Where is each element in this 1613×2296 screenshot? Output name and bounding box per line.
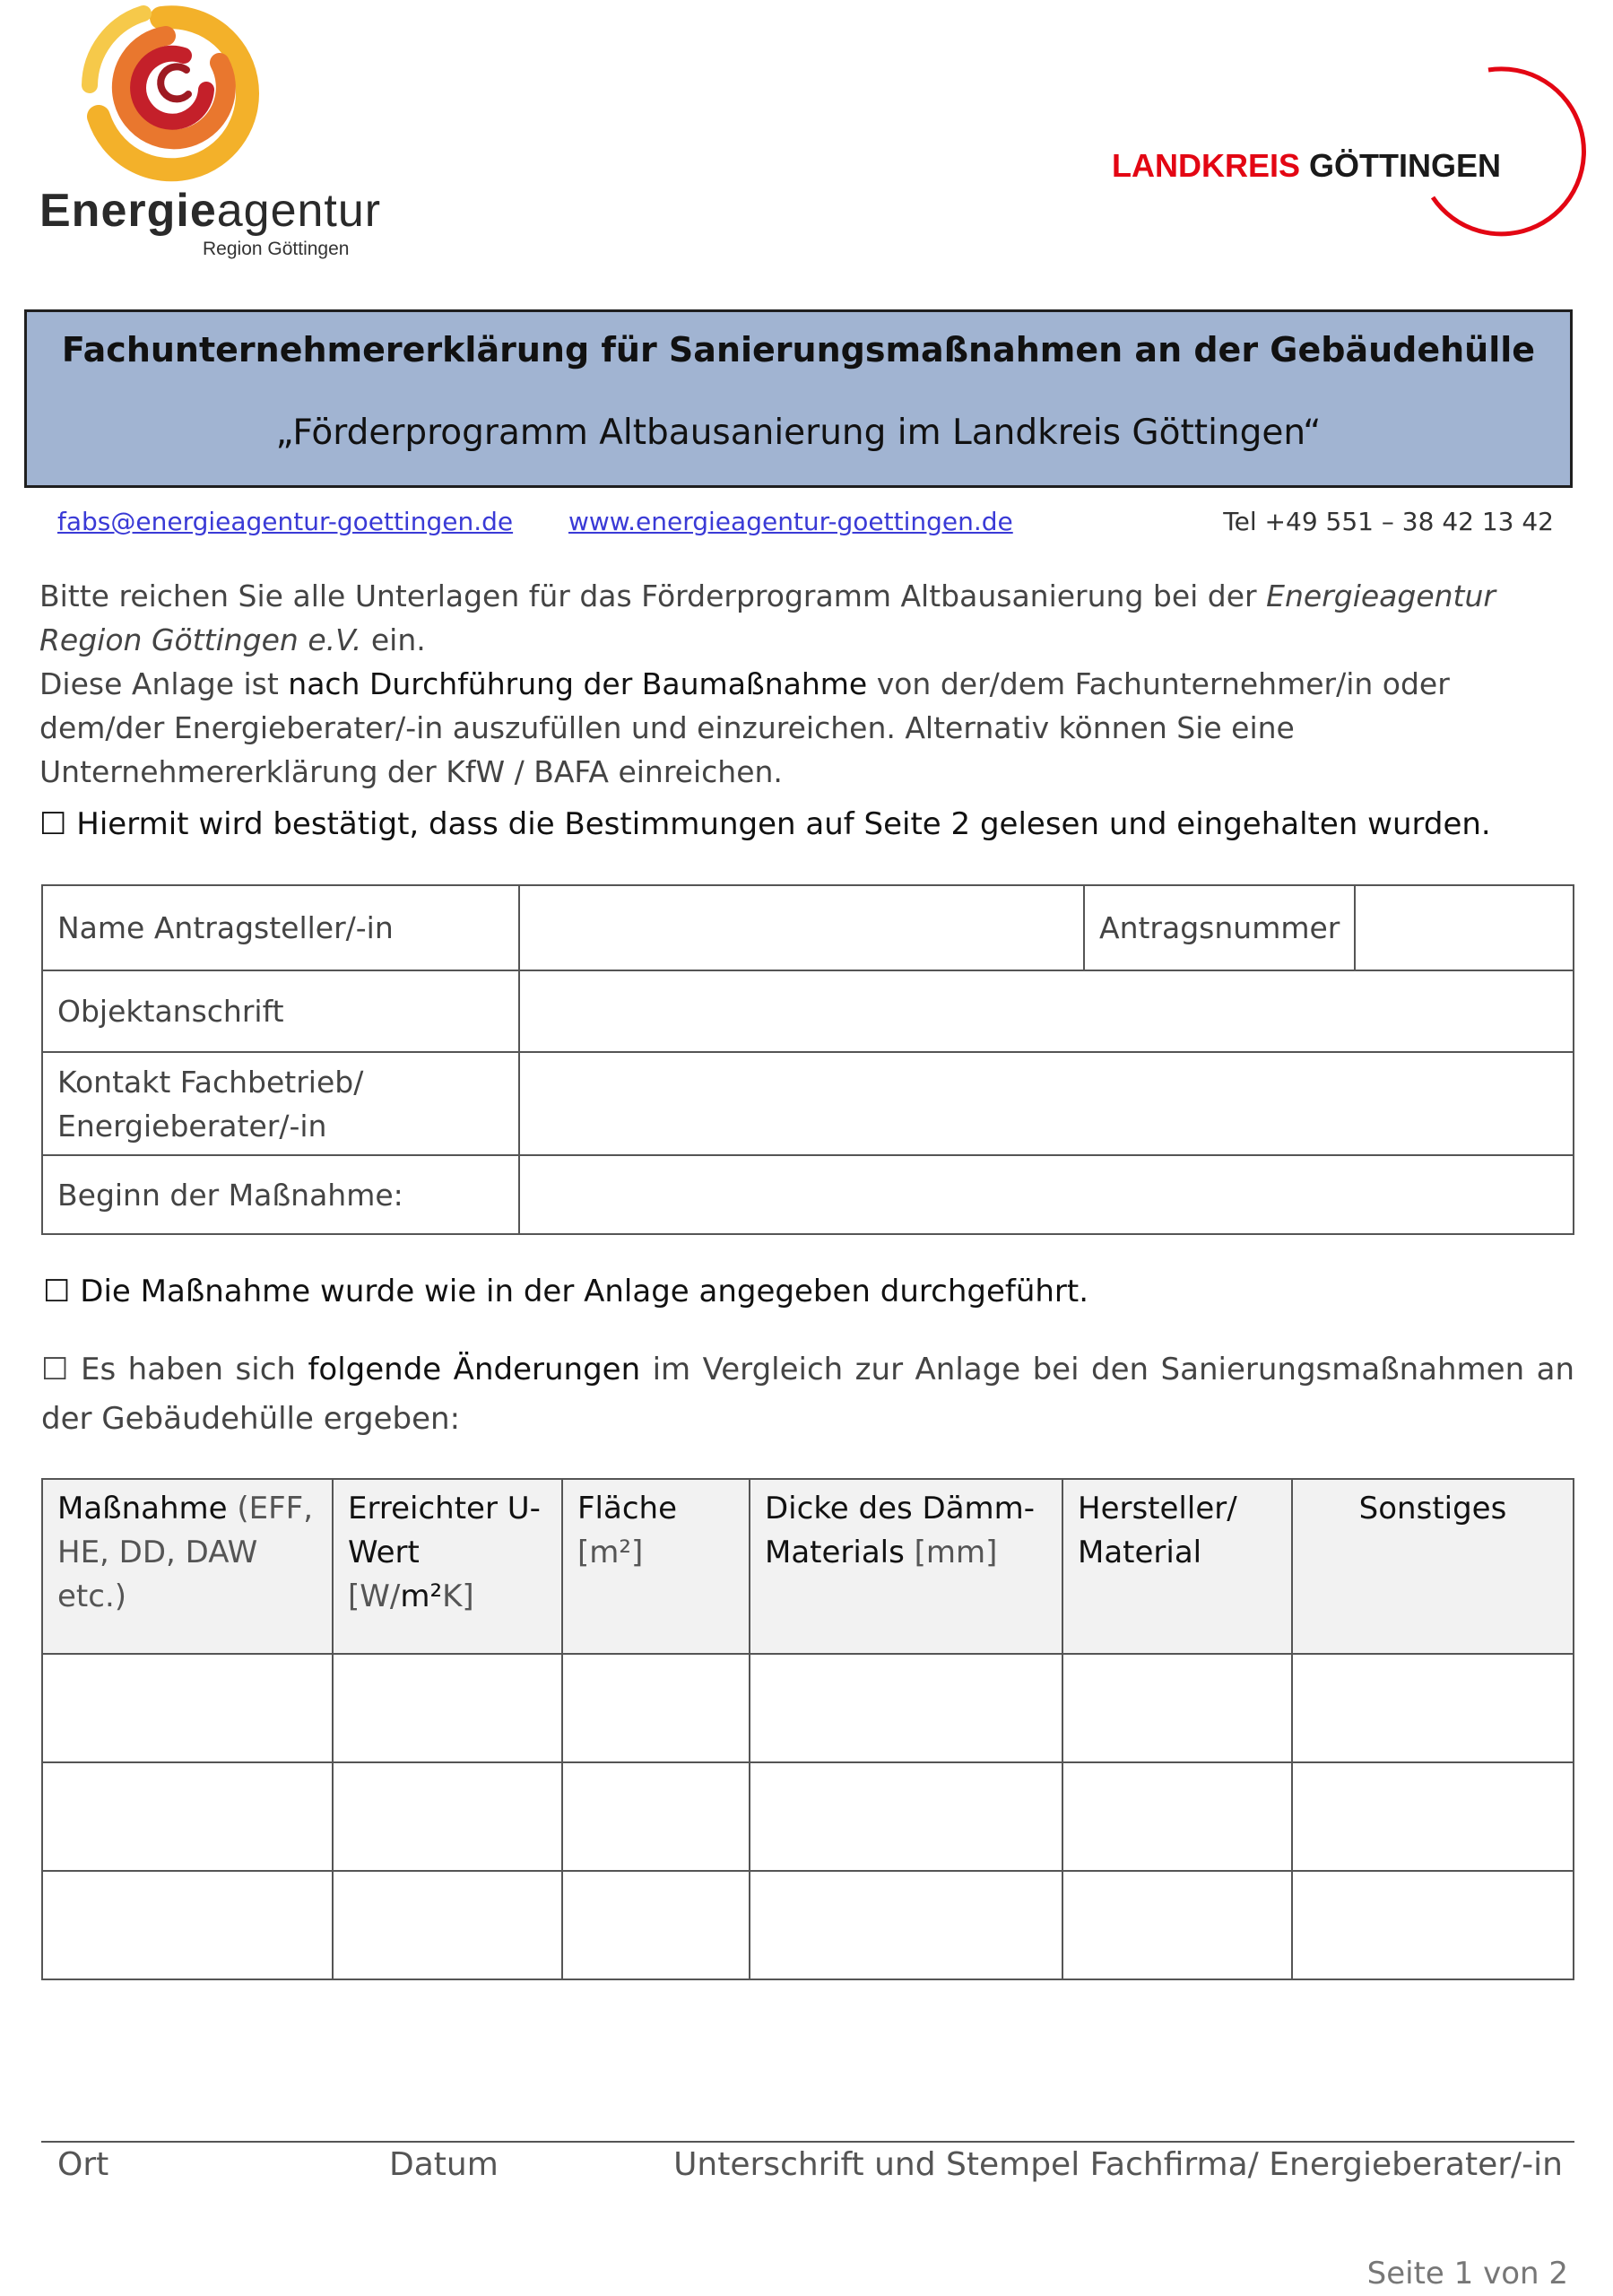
- table-cell[interactable]: [1292, 1762, 1574, 1871]
- table-cell[interactable]: [1062, 1762, 1292, 1871]
- table-cell[interactable]: [333, 1654, 562, 1762]
- done-checkbox[interactable]: ☐: [43, 1274, 71, 1309]
- table-cell[interactable]: [1062, 1871, 1292, 1979]
- table-cell[interactable]: [562, 1762, 750, 1871]
- contact-label: Kontakt Fachbetrieb/ Energieberater/-in: [42, 1052, 519, 1155]
- place-label: Ort: [57, 2146, 109, 2183]
- table-cell[interactable]: [1292, 1654, 1574, 1762]
- confirm-checkbox[interactable]: ☐: [39, 806, 67, 842]
- header-measure: Maßnahme (EFF, HE, DD, DAW etc.): [42, 1479, 333, 1654]
- signature-label: Unterschrift und Stempel Fachfirma/ Energieberater/-in: [673, 2146, 1563, 2183]
- contact-field[interactable]: [519, 1052, 1574, 1155]
- measures-table: [41, 1478, 1574, 1980]
- address-label: Objektanschrift: [42, 970, 519, 1052]
- start-field[interactable]: [519, 1155, 1574, 1234]
- address-field[interactable]: [519, 970, 1574, 1052]
- table-cell[interactable]: [1062, 1654, 1292, 1762]
- name-field[interactable]: [519, 885, 1084, 970]
- signature-line: [41, 2141, 1574, 2143]
- landkreis-logo-text: LANDKREIS GÖTTINGEN: [1112, 147, 1502, 184]
- table-row: [42, 1654, 1574, 1762]
- table-cell[interactable]: [750, 1654, 1062, 1762]
- intro-paragraph-2: Diese Anlage ist nach Durchführung der Baumaßnahme von der/dem Fachunternehmer/in oder dem/der Energieberater/-in auszufüllen und einzureichen. Alternativ können Sie eine Unternehmererklärung der KfW / BAFA einreichen.: [39, 666, 1450, 789]
- table-cell[interactable]: [333, 1762, 562, 1871]
- changes-checkbox[interactable]: ☐: [41, 1352, 69, 1387]
- date-label: Datum: [389, 2146, 499, 2183]
- table-cell[interactable]: [562, 1871, 750, 1979]
- name-label: Name Antragsteller/-in: [42, 885, 519, 970]
- intro-paragraph-1: Bitte reichen Sie alle Unterlagen für das Förderprogramm Altbausanierung bei der Energieagentur Region Göttingen e.V. ein.: [39, 578, 1496, 657]
- header-manufacturer: Hersteller/ Material: [1062, 1479, 1292, 1654]
- confirm-line: ☐ Hiermit wird bestätigt, dass die Bestimmungen auf Seite 2 gelesen und eingehalten wurden.: [39, 806, 1491, 842]
- table-cell[interactable]: [750, 1871, 1062, 1979]
- application-number-field[interactable]: [1355, 885, 1574, 970]
- table-cell[interactable]: [42, 1871, 333, 1979]
- energieagentur-region: Region Göttingen: [203, 239, 350, 259]
- header-other: Sonstiges: [1292, 1479, 1574, 1654]
- changes-line: ☐ Es haben sich folgende Änderungen im Vergleich zur Anlage bei den Sanierungsmaßnahmen an der Gebäudehülle ergeben:: [41, 1352, 1574, 1437]
- header-insulation-thickness: Dicke des Dämm-Materials [mm]: [750, 1479, 1062, 1654]
- document-title: Fachunternehmererklärung für Sanierungsmaßnahmen an der Gebäudehülle: [61, 330, 1536, 370]
- table-cell[interactable]: [1292, 1871, 1574, 1979]
- table-cell[interactable]: [333, 1871, 562, 1979]
- intro-text: [39, 574, 1582, 847]
- website-link[interactable]: www.energieagentur-goettingen.de: [568, 507, 1013, 536]
- application-number-label: Antragsnummer: [1084, 885, 1355, 970]
- page-number: Seite 1 von 2: [1366, 2256, 1568, 2292]
- table-cell[interactable]: [562, 1654, 750, 1762]
- email-link[interactable]: fabs@energieagentur-goettingen.de: [57, 507, 514, 536]
- table-cell[interactable]: [750, 1762, 1062, 1871]
- title-box: [24, 309, 1573, 488]
- table-cell[interactable]: [42, 1654, 333, 1762]
- start-label: Beginn der Maßnahme:: [42, 1155, 519, 1234]
- document-subtitle: „Förderprogramm Altbausanierung im Landkreis Göttingen“: [275, 413, 1322, 453]
- header-u-value: Erreichter U-Wert [W/m²K]: [333, 1479, 562, 1654]
- done-line: ☐ Die Maßnahme wurde wie in der Anlage angegeben durchgeführt.: [43, 1274, 1089, 1309]
- header-area: Fläche [m²]: [562, 1479, 750, 1654]
- energieagentur-wordmark: Energieagentur: [39, 185, 382, 237]
- table-cell[interactable]: [42, 1762, 333, 1871]
- applicant-info-table: [41, 884, 1574, 1235]
- table-row: [42, 1871, 1574, 1979]
- table-row: [42, 1762, 1574, 1871]
- phone-number: Tel +49 551 – 38 42 13 42: [1223, 507, 1554, 536]
